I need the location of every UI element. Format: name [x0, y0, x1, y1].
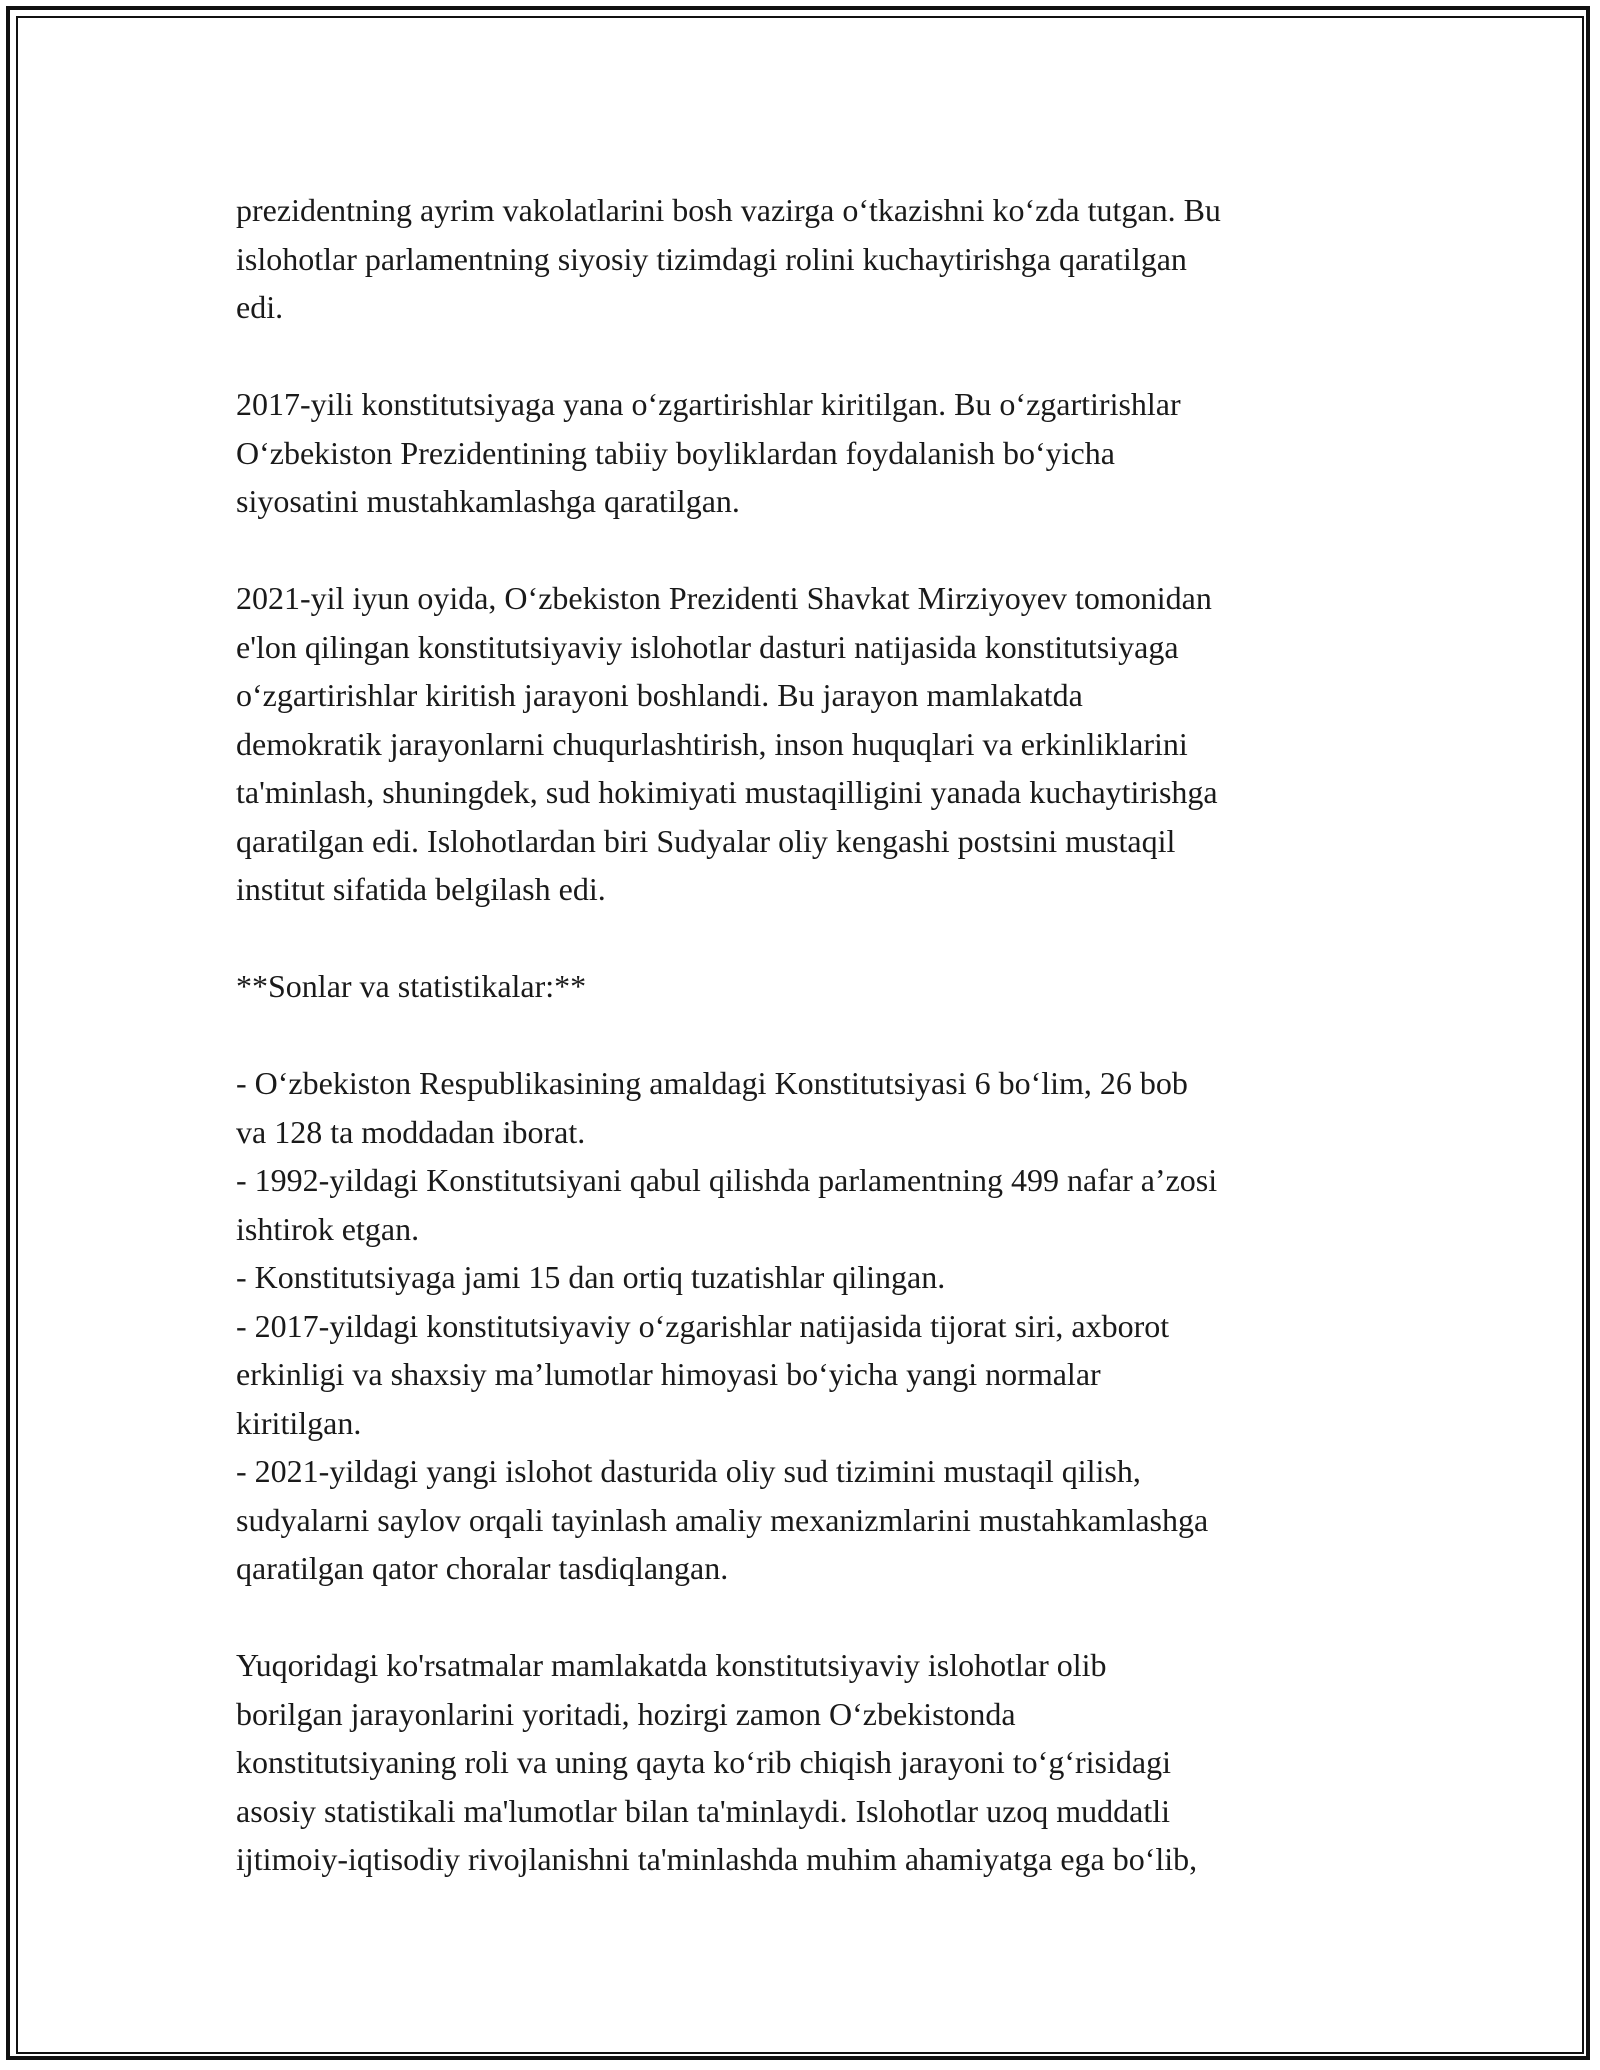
paragraph-2021-reforms [236, 574, 1366, 914]
text-line: e'lon qilingan konstitutsiyaviy islohotlar dasturi natijasida konstitutsiyaga [236, 628, 1179, 665]
list-item-line: ishtirok etgan. [236, 1210, 420, 1247]
text-line: edi. [236, 289, 284, 325]
paragraph-conclusion [236, 1641, 1366, 1884]
list-item-line: - Konstitutsiyaga jami 15 dan ortiq tuzatishlar qilingan. [236, 1259, 946, 1295]
document-body [236, 186, 1366, 1884]
list-item-line: kiritilgan. [236, 1404, 362, 1441]
text-line: ijtimoiy-iqtisodiy rivojlanishni ta'minlashda muhim ahamiyatga ega bo‘lib, [236, 1841, 1198, 1877]
text-line: prezidentning ayrim vakolatlarini bosh vazirga o‘tkazishni ko‘zda tutgan. Bu [236, 192, 1221, 228]
paragraph-2017-amendments [236, 380, 1366, 526]
section-heading-statistics [236, 962, 1366, 1011]
text-line: siyosatini mustahkamlashga qaratilgan. [236, 483, 740, 519]
list-item-line: - O‘zbekiston Respublikasining amaldagi Konstitutsiyasi 6 bo‘lim, 26 bob [236, 1065, 1188, 1101]
list-item-line: qaratilgan qator choralar tasdiqlangan. [236, 1550, 729, 1586]
list-item-line: - 2021-yildagi yangi islohot dasturida oliy sud tizimini mustaqil qilish, [236, 1453, 1141, 1489]
text-line: qaratilgan edi. Islohotlardan biri Sudyalar oliy kengashi postsini mustaqil [236, 822, 1176, 859]
text-line: asosiy statistikali ma'lumotlar bilan ta'minlaydi. Islohotlar uzoq muddatli [236, 1792, 1171, 1829]
list-item-line: - 1992-yildagi Konstitutsiyani qabul qilishda parlamentning 499 nafar a’zosi [236, 1162, 1218, 1198]
text-line: konstitutsiyaning roli va uning qayta ko‘rib chiqish jarayoni to‘g‘risidagi [236, 1744, 1171, 1780]
text-line: demokratik jarayonlarni chuqurlashtirish, inson huquqlari va erkinliklarini [236, 725, 1188, 762]
list-item-line: erkinligi va shaxsiy ma’lumotlar himoyasi bo‘yicha yangi normalar [236, 1356, 1101, 1392]
text-line: institut sifatida belgilash edi. [236, 871, 606, 907]
text-line: Yuqoridagi ko'rsatmalar mamlakatda konstitutsiyaviy islohotlar olib [236, 1647, 1107, 1683]
list-item-line: - 2017-yildagi konstitutsiyaviy o‘zgarishlar natijasida tijorat siri, axborot [236, 1307, 1170, 1344]
section-heading: **Sonlar va statistikalar:** [236, 968, 587, 1004]
text-line: ta'minlash, shuningdek, sud hokimiyati mustaqilligini yanada kuchaytirishga [236, 774, 1218, 810]
text-line: O‘zbekiston Prezidentining tabiiy boyliklardan foydalanish bo‘yicha [236, 434, 1115, 471]
statistics-list [236, 1059, 1366, 1593]
text-line: islohotlar parlamentning siyosiy tizimdagi rolini kuchaytirishga qaratilgan [236, 240, 1187, 277]
text-line: 2017-yili konstitutsiyaga yana o‘zgartirishlar kiritilgan. Bu o‘zgartirishlar [236, 386, 1181, 422]
text-line: 2021-yil iyun oyida, O‘zbekiston Prezidenti Shavkat Mirziyoyev tomonidan [236, 580, 1212, 616]
list-item-line: sudyalarni saylov orqali tayinlash amaliy mexanizmlarini mustahkamlashga [236, 1501, 1209, 1538]
text-line: borilgan jarayonlarini yoritadi, hozirgi zamon O‘zbekistonda [236, 1695, 1016, 1732]
list-item-line: va 128 ta moddadan iborat. [236, 1113, 586, 1150]
text-line: o‘zgartirishlar kiritish jarayoni boshlandi. Bu jarayon mamlakatda [236, 677, 1083, 713]
paragraph-president-powers [236, 186, 1366, 332]
